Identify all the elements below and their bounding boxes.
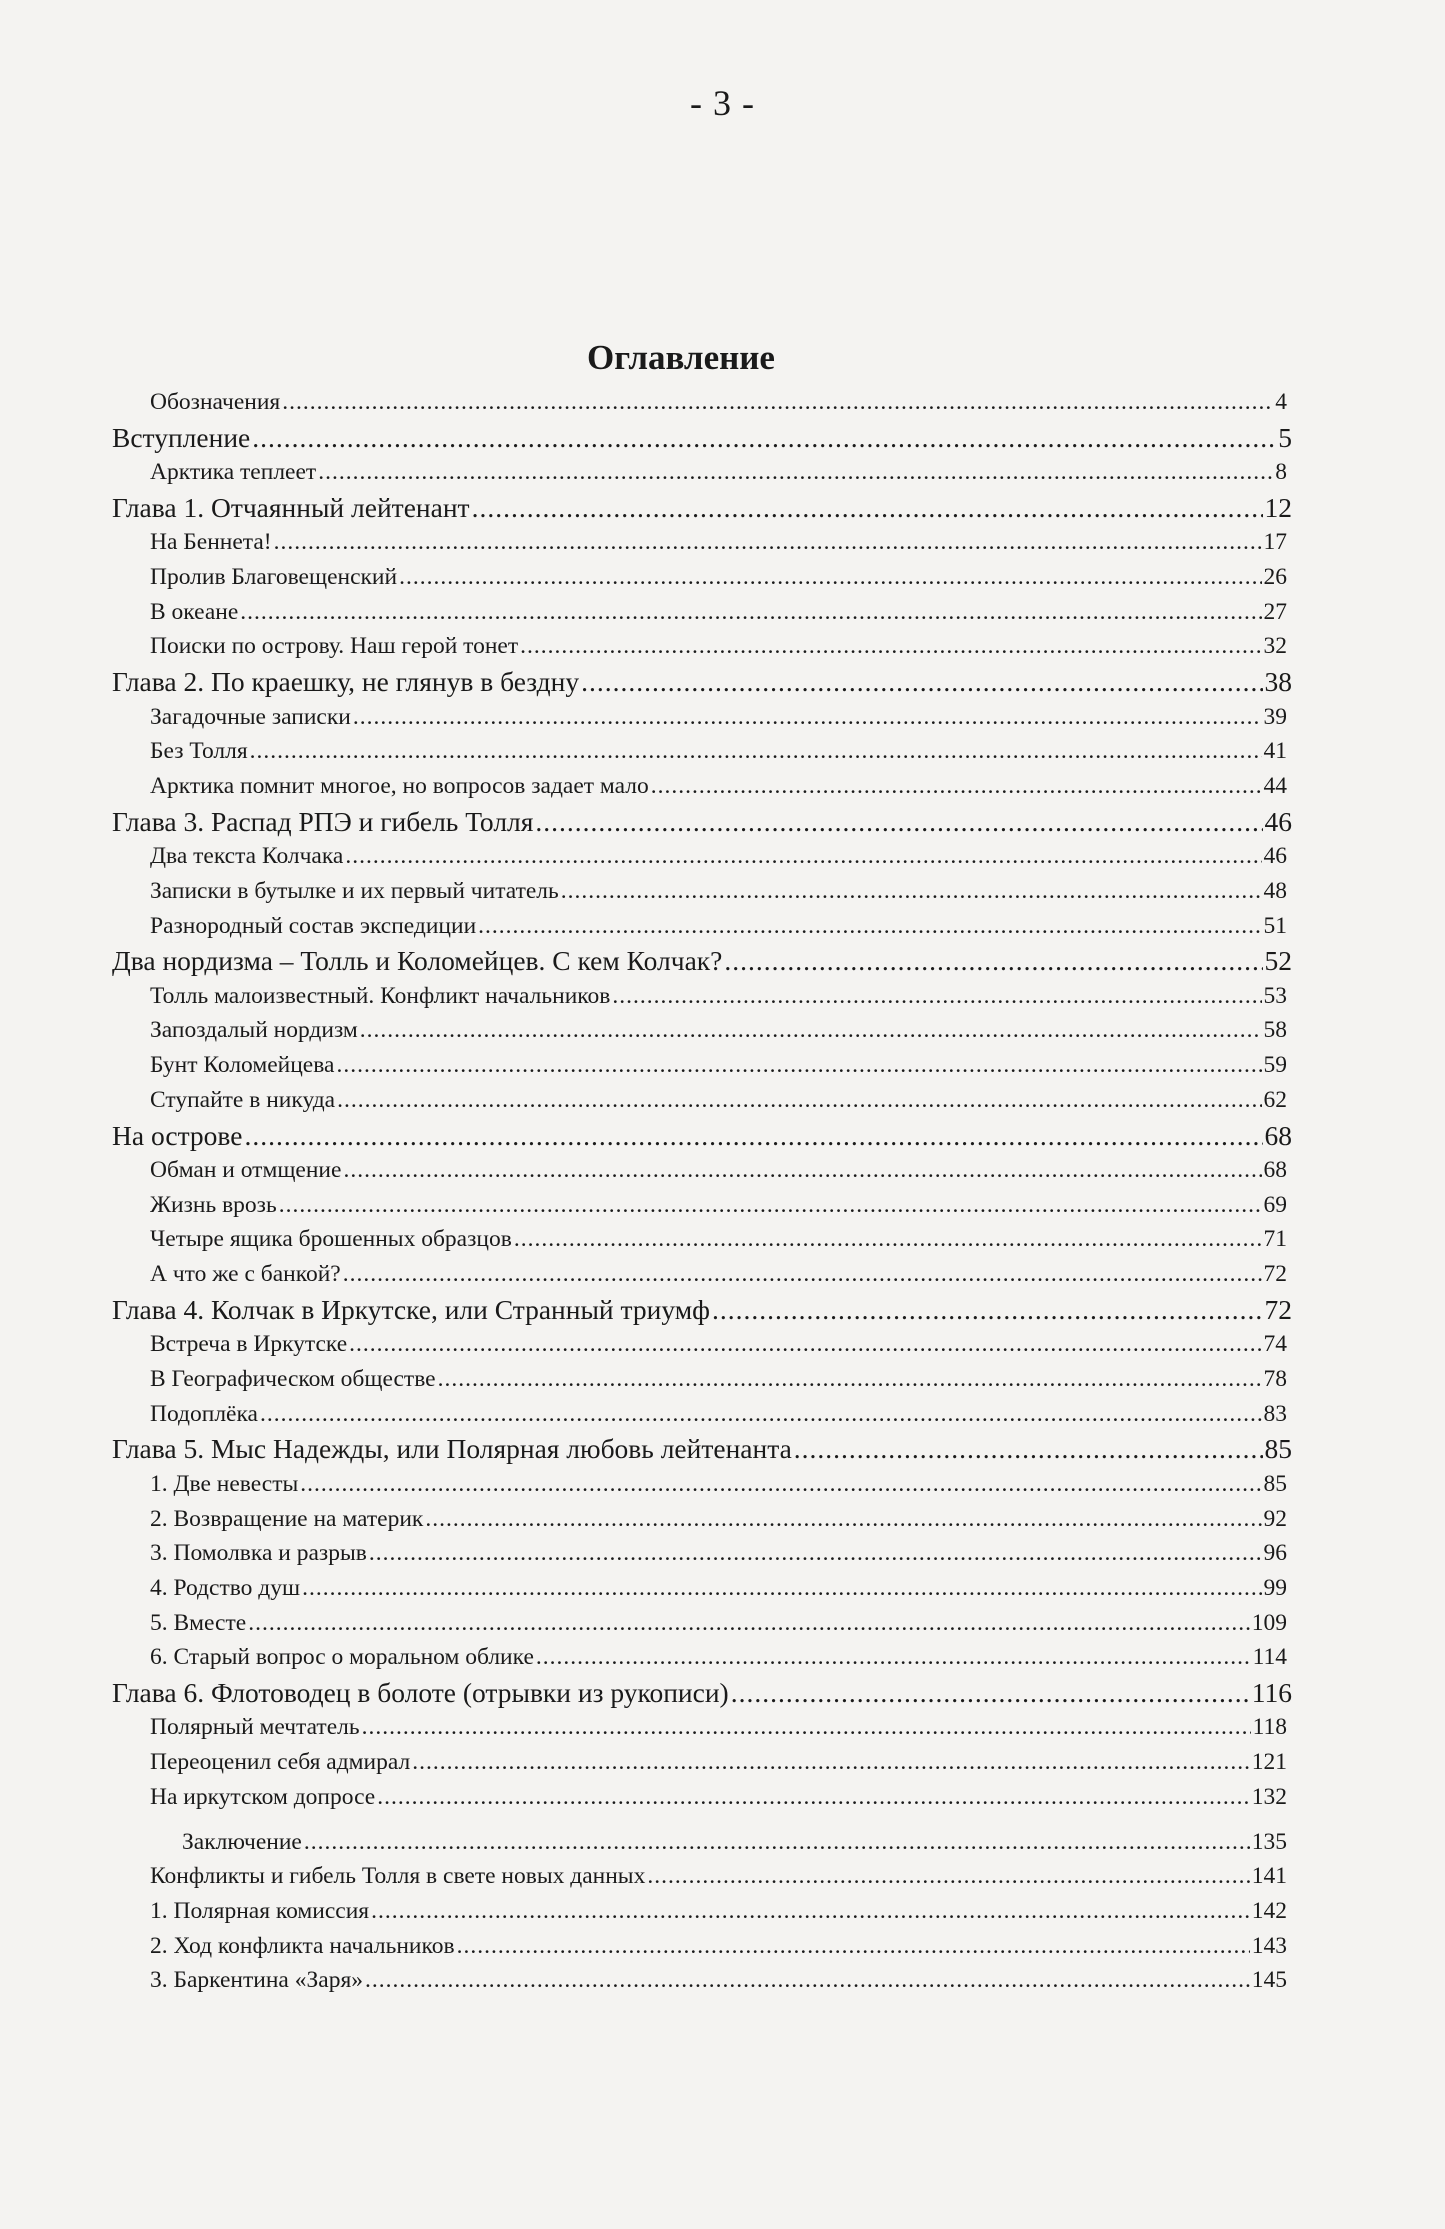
toc-entry-title: Заключение [182,1828,302,1855]
toc-entry [112,1894,1292,1929]
toc-entry-title: 5. Вместе [150,1609,247,1636]
toc-entry [112,420,1292,456]
toc-entry-page: 121 [1251,1749,1287,1776]
toc-entry-title: В океане [150,598,239,625]
toc-entry-page: 135 [1251,1828,1287,1855]
toc-entry-page: 17 [1263,529,1287,556]
dot-leader [300,1467,1261,1502]
toc-entry-title: Полярный мечтатель [150,1714,360,1741]
dot-leader [244,1118,1262,1154]
toc-entry [112,1118,1292,1154]
toc-entry [112,1675,1292,1711]
toc-entry-title: Толль малоизвестный. Конфликт начальников [150,982,611,1009]
dot-leader [647,1859,1249,1894]
toc-entry [112,595,1292,630]
dot-leader [252,420,1276,456]
dot-leader [302,1571,1261,1606]
dot-leader [336,1048,1261,1083]
toc-entry-page: 48 [1263,877,1287,904]
dot-leader [362,1710,1251,1745]
dot-leader [282,385,1273,420]
dot-leader [274,525,1262,560]
dot-leader [353,700,1262,735]
toc-entry [112,455,1292,490]
toc-entry [112,490,1292,526]
toc-entry-page: 59 [1263,1052,1287,1079]
dot-leader [248,1606,1250,1641]
toc-entry-page: 39 [1263,703,1287,730]
toc-entry-page: 4 [1275,389,1287,415]
dot-leader [724,943,1262,979]
toc-entry-title: 3. Помолвка и разрыв [150,1540,367,1567]
toc-entry-page: 27 [1263,598,1287,625]
toc-entry-page: 44 [1263,773,1287,799]
toc-entry-page: 85 [1263,1470,1287,1497]
toc-entry-page: 142 [1251,1897,1287,1924]
toc-entry-title: Глава 3. Распад РПЭ и гибель Толля [112,805,534,837]
toc-entry [112,1963,1292,1998]
dot-leader [337,1083,1261,1118]
toc-entry [112,979,1292,1014]
toc-entry-page: 62 [1263,1086,1287,1113]
dot-leader [561,874,1262,909]
dot-leader [472,490,1263,526]
toc-entry-title: Подоплёка [150,1400,258,1427]
dot-leader [250,734,1262,769]
dot-leader [343,1257,1262,1292]
toc-entry [112,1640,1292,1675]
dot-leader [712,1292,1263,1328]
toc-entry-page: 58 [1263,1017,1287,1044]
toc-entry [112,1362,1292,1397]
toc-entry [112,1048,1292,1083]
toc-entry-title: 1. Полярная комиссия [150,1897,370,1924]
toc-entry-title: Глава 1. Отчаянный лейтенант [112,491,470,523]
toc-entry-title: 1. Две невесты [150,1470,299,1497]
toc-entry [112,1859,1292,1894]
toc-entry-title: Запоздалый нордизм [150,1017,358,1044]
toc-entry [112,804,1292,840]
toc-entry-title: Обман и отмщение [150,1157,342,1183]
toc-entry [112,1397,1292,1432]
toc-entry-title: Арктика теплеет [150,459,317,486]
toc-entry [112,1153,1292,1188]
toc-entry-page: 12 [1264,491,1292,523]
toc-entry-page: 83 [1263,1400,1287,1427]
toc-entry-title: 2. Возвращение на материк [150,1505,424,1532]
toc-entry [112,1257,1292,1292]
toc-entry-page: 72 [1264,1293,1292,1325]
dot-leader [536,1640,1251,1675]
toc-entry-page: 46 [1264,805,1292,837]
toc-entry-title: Конфликты и гибель Толля в свете новых данных [150,1863,646,1890]
toc-entry-title: Загадочные записки [150,703,351,730]
dot-leader [794,1431,1263,1467]
toc-entry-title: Без Толля [150,738,248,765]
dot-leader [318,455,1273,490]
dot-leader [478,909,1261,944]
dot-leader [581,664,1262,700]
dot-leader [514,1222,1262,1257]
toc-entry-page: 132 [1251,1783,1287,1810]
dot-leader [349,1327,1261,1362]
dot-leader [345,839,1261,874]
toc-entry-page: 53 [1263,982,1287,1009]
toc-entry-title: Пролив Благовещенский [150,564,398,591]
toc-entry [112,769,1292,804]
toc-entry-page: 51 [1263,912,1287,939]
toc-entry-title: 6. Старый вопрос о моральном облике [150,1644,534,1671]
toc-entry-title: Бунт Коломейцева [150,1052,335,1079]
toc-entry-page: 92 [1263,1505,1287,1532]
table-of-contents [112,385,1292,1998]
toc-entry [112,1710,1292,1745]
dot-leader [438,1362,1262,1397]
dot-leader [360,1013,1262,1048]
toc-entry-title: На острове [112,1119,243,1151]
dot-leader [731,1675,1250,1711]
toc-entry-title: Глава 5. Мыс Надежды, или Полярная любовь лейтенанта [112,1433,792,1465]
toc-entry [112,1431,1292,1467]
toc-entry [112,1745,1292,1780]
toc-entry-title: Ступайте в никуда [150,1086,336,1113]
toc-entry [112,1013,1292,1048]
dot-leader [369,1536,1262,1571]
toc-entry-title: В Географическом обществе [150,1365,436,1392]
dot-leader [425,1502,1261,1537]
page-number: - 3 - [690,83,755,123]
toc-entry [112,909,1292,944]
toc-entry-page: 85 [1264,1433,1292,1465]
toc-entry [112,560,1292,595]
dot-leader [412,1745,1250,1780]
toc-entry-title: Встреча в Иркутске [150,1331,348,1358]
dot-leader [651,769,1262,804]
toc-entry-page: 143 [1251,1932,1287,1959]
toc-entry [112,1825,1292,1860]
toc-entry-page: 68 [1264,1119,1292,1151]
dot-leader [365,1963,1250,1998]
toc-entry-title: Глава 6. Флотоводец в болоте (отрывки из рукописи) [112,1676,729,1708]
toc-entry-title: Глава 2. По краешку, не глянув в бездну [112,666,580,698]
toc-entry [112,839,1292,874]
toc-entry-title: На Беннета! [150,529,272,556]
toc-entry-page: 109 [1251,1609,1287,1636]
toc-entry-title: Глава 4. Колчак в Иркутске, или Странный триумф [112,1293,710,1325]
toc-entry-page: 78 [1263,1365,1287,1392]
dot-leader [520,629,1261,664]
toc-entry [112,734,1292,769]
dot-leader [240,595,1261,630]
toc-entry [112,1188,1292,1223]
toc-entry-title: Обозначения [150,389,281,415]
toc-entry [112,1571,1292,1606]
dot-leader [535,804,1262,840]
toc-entry-page: 8 [1275,459,1287,486]
toc-entry-page: 38 [1264,666,1292,698]
dot-leader [260,1397,1262,1432]
toc-entry [112,1467,1292,1502]
toc-entry [112,700,1292,735]
toc-entry-title: Арктика помнит многое, но вопросов задает мало [150,773,649,799]
toc-entry-page: 74 [1263,1331,1287,1358]
toc-entry-page: 96 [1263,1540,1287,1567]
toc-entry [112,629,1292,664]
dot-leader [612,979,1261,1014]
toc-entry [112,874,1292,909]
toc-entry-page: 141 [1251,1863,1287,1890]
toc-entry-page: 41 [1263,738,1287,765]
toc-entry-page: 52 [1264,945,1292,977]
toc-entry [112,1929,1292,1964]
toc-entry-title: Разнородный состав экспедиции [150,912,477,939]
toc-entry-page: 5 [1278,421,1292,453]
toc-entry [112,1292,1292,1328]
toc-entry [112,1083,1292,1118]
toc-entry-title: Жизнь врозь [150,1191,277,1218]
toc-entry-page: 114 [1252,1644,1287,1671]
toc-entry-title: Четыре ящика брошенных образцов [150,1226,512,1253]
dot-leader [371,1894,1250,1929]
toc-entry-page: 116 [1251,1676,1292,1708]
toc-entry-page: 26 [1263,564,1287,591]
toc-entry [112,1502,1292,1537]
toc-entry-page: 118 [1252,1714,1287,1741]
toc-entry-title: 4. Родство душ [150,1574,301,1601]
toc-entry-page: 46 [1263,843,1287,870]
dot-leader [279,1188,1262,1223]
dot-leader [457,1929,1250,1964]
toc-entry-title: 3. Баркентина «Заря» [150,1967,364,1994]
toc-entry [112,1222,1292,1257]
toc-entry-page: 68 [1263,1157,1287,1183]
dot-leader [343,1153,1261,1188]
toc-entry [112,525,1292,560]
toc-entry [112,1327,1292,1362]
toc-entry [112,1606,1292,1641]
toc-entry-page: 69 [1263,1191,1287,1218]
toc-entry-title: Поиски по острову. Наш герой тонет [150,633,519,660]
toc-entry [112,1780,1292,1815]
toc-entry-page: 71 [1263,1226,1287,1253]
toc-entry-title: Записки в бутылке и их первый читатель [150,877,559,904]
toc-entry-title: А что же с банкой? [150,1261,341,1288]
toc-entry [112,1536,1292,1571]
toc-entry [112,664,1292,700]
toc-entry-page: 99 [1263,1574,1287,1601]
toc-entry-title: Переоценил себя адмирал [150,1749,411,1776]
toc-entry-title: Два текста Колчака [150,843,344,870]
dot-leader [377,1780,1250,1815]
toc-entry [112,943,1292,979]
toc-entry-page: 32 [1263,633,1287,660]
toc-entry-page: 72 [1263,1261,1287,1288]
toc-entry [112,385,1292,420]
toc-entry-page: 145 [1251,1967,1287,1994]
toc-entry-title: 2. Ход конфликта начальников [150,1932,455,1959]
toc-entry-title: Вступление [112,421,251,453]
toc-entry-title: Два нордизма – Толль и Коломейцев. С кем Колчак? [112,945,723,977]
dot-leader [304,1825,1250,1860]
dot-leader [399,560,1261,595]
toc-entry-title: На иркутском допросе [150,1783,376,1810]
toc-title: Оглавление [587,338,775,377]
